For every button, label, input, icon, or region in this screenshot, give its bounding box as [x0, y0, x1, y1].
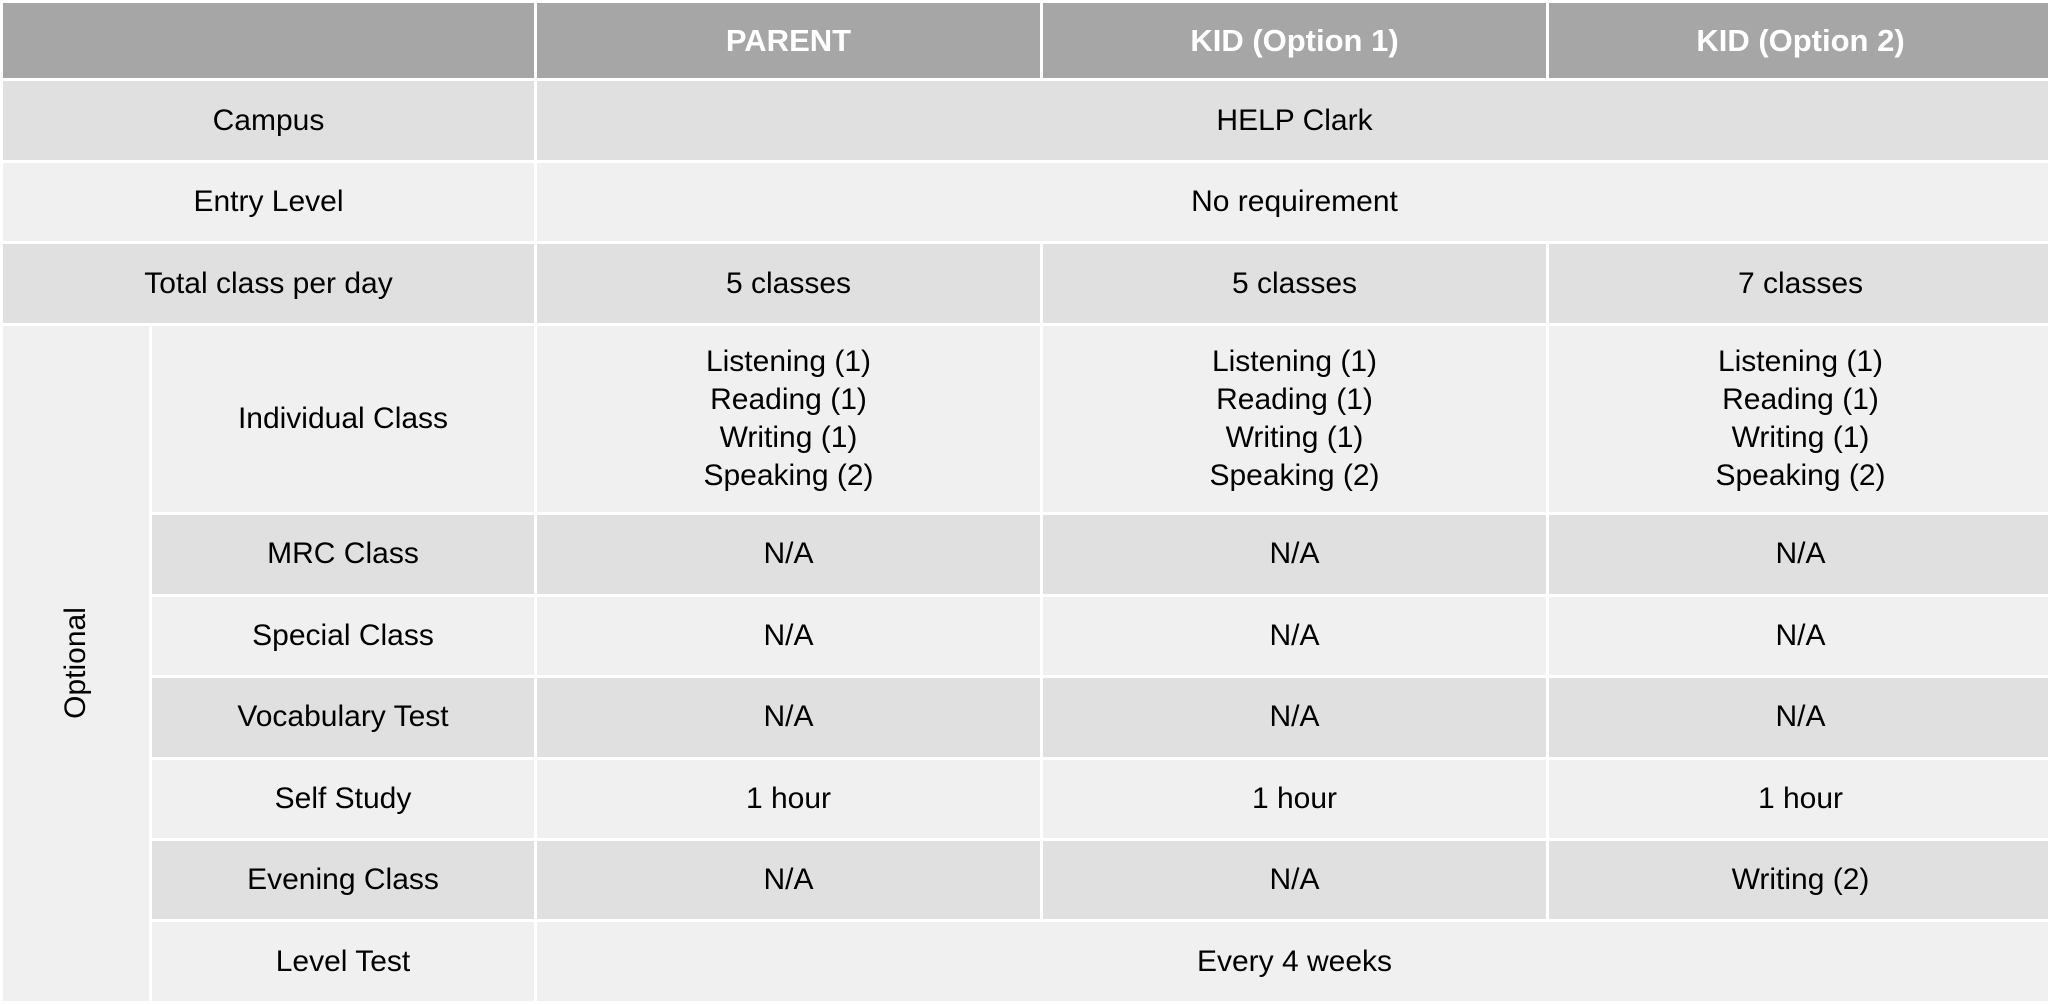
individual-class-label: Individual Class [152, 326, 534, 512]
mrc-class-label: MRC Class [152, 515, 534, 593]
list-item: Listening (1) [1211, 344, 1378, 378]
optional-group-label [3, 326, 149, 1001]
row-entry-level [3, 163, 2048, 241]
special-class-kid2: N/A [1549, 597, 2048, 675]
total-class-kid1: 5 classes [1043, 244, 1546, 322]
campus-value: HELP Clark [537, 81, 2048, 159]
list-item: Reading (1) [710, 382, 867, 416]
optional-label-text: Optional [59, 607, 92, 720]
vocabulary-test-kid2: N/A [1549, 678, 2048, 756]
header-kid-option-2: KID (Option 2) [1549, 3, 2048, 78]
row-individual-class [3, 326, 2048, 512]
row-self-study [3, 760, 2048, 838]
list-item: Reading (1) [1216, 382, 1373, 416]
special-class-kid1: N/A [1043, 597, 1546, 675]
evening-class-kid1: N/A [1043, 841, 1546, 919]
list-item: Speaking (2) [703, 458, 874, 492]
list-item: Reading (1) [1722, 382, 1879, 416]
list-item: Writing (1) [719, 420, 858, 454]
vocabulary-test-kid1: N/A [1043, 678, 1546, 756]
list-item: Listening (1) [1717, 344, 1884, 378]
campus-label: Campus [3, 81, 534, 159]
mrc-class-kid2: N/A [1549, 515, 2048, 593]
self-study-kid2: 1 hour [1549, 760, 2048, 838]
row-special-class [3, 597, 2048, 675]
mrc-class-parent: N/A [537, 515, 1040, 593]
list-item: Listening (1) [705, 344, 872, 378]
individual-class-kid1 [1043, 326, 1546, 512]
row-level-test [3, 922, 2048, 1001]
level-test-value: Every 4 weeks [537, 922, 2048, 1001]
evening-class-label: Evening Class [152, 841, 534, 919]
entry-level-label: Entry Level [3, 163, 534, 241]
list-item: Writing (1) [1225, 420, 1364, 454]
row-evening-class [3, 841, 2048, 919]
vocabulary-test-label: Vocabulary Test [152, 678, 534, 756]
list-item: Speaking (2) [1715, 458, 1886, 492]
header-parent: PARENT [537, 3, 1040, 78]
entry-level-value: No requirement [537, 163, 2048, 241]
row-mrc-class [3, 515, 2048, 593]
list-item: Speaking (2) [1209, 458, 1380, 492]
vocabulary-test-parent: N/A [537, 678, 1040, 756]
header-kid-option-1: KID (Option 1) [1043, 3, 1546, 78]
header-row [3, 3, 2048, 78]
self-study-parent: 1 hour [537, 760, 1040, 838]
self-study-label: Self Study [152, 760, 534, 838]
row-total-class [3, 244, 2048, 322]
special-class-parent: N/A [537, 597, 1040, 675]
individual-class-parent [537, 326, 1040, 512]
total-class-kid2: 7 classes [1549, 244, 2048, 322]
individual-class-kid2 [1549, 326, 2048, 512]
level-test-label: Level Test [152, 922, 534, 1001]
total-class-parent: 5 classes [537, 244, 1040, 322]
evening-class-parent: N/A [537, 841, 1040, 919]
list-item: Writing (1) [1731, 420, 1870, 454]
row-campus [3, 81, 2048, 159]
mrc-class-kid1: N/A [1043, 515, 1546, 593]
special-class-label: Special Class [152, 597, 534, 675]
self-study-kid1: 1 hour [1043, 760, 1546, 838]
evening-class-kid2: Writing (2) [1549, 841, 2048, 919]
header-blank-cell [3, 3, 534, 78]
row-vocabulary-test [3, 678, 2048, 756]
total-class-label: Total class per day [3, 244, 534, 322]
